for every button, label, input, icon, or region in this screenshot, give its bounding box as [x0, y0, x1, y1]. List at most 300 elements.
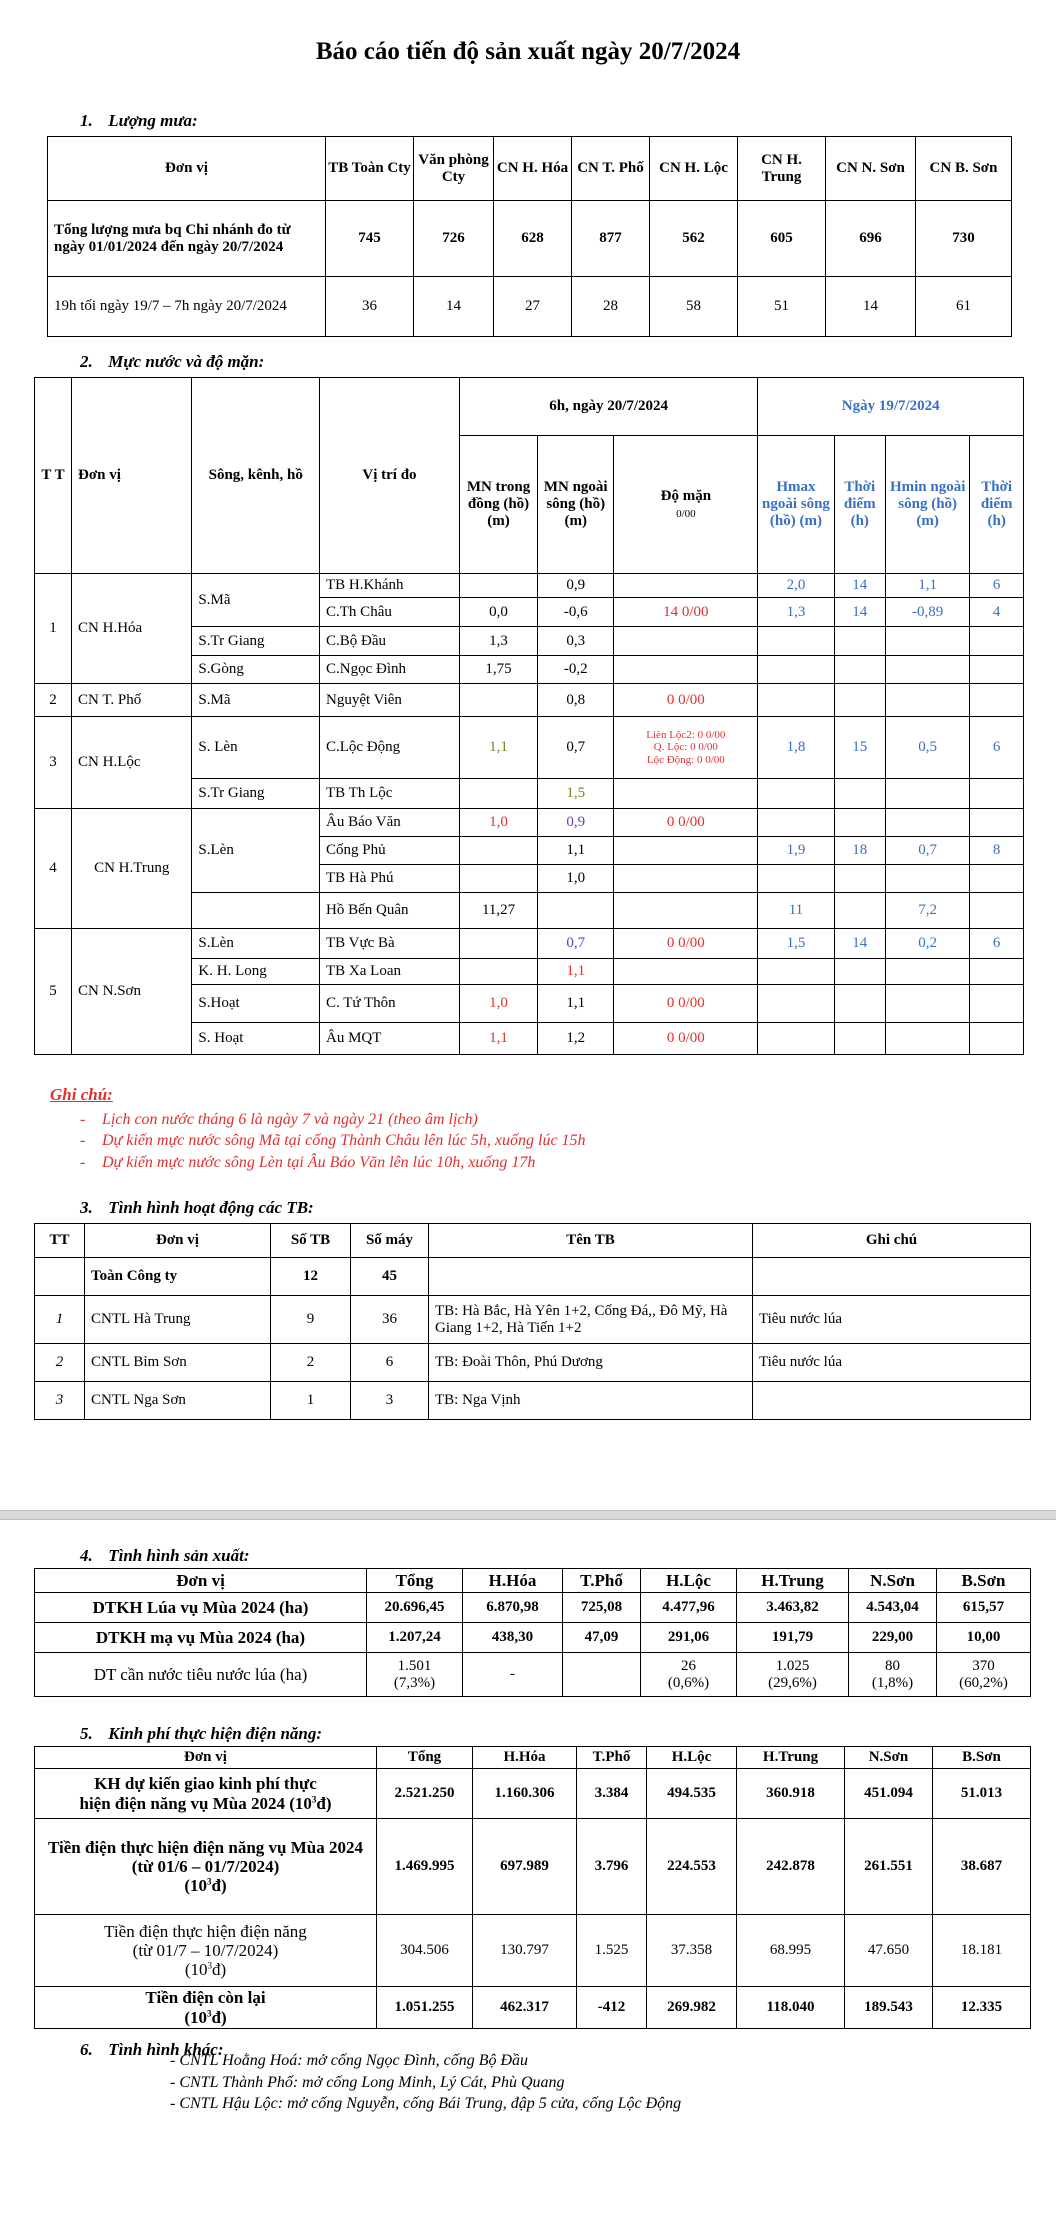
cell: 14 0/00 — [614, 598, 758, 627]
cell: 877 — [572, 201, 650, 277]
cell — [459, 837, 537, 865]
header-cell: Độ mặn 0/00 — [614, 436, 758, 574]
cell: 1,1 — [538, 985, 614, 1023]
cell: 1,2 — [538, 1023, 614, 1055]
cell — [834, 1023, 885, 1055]
cell: 4 — [970, 598, 1024, 627]
cell — [970, 985, 1024, 1023]
section-1-heading: 1. Lượng mưa: — [80, 111, 198, 130]
cell — [834, 893, 885, 929]
cell — [758, 959, 834, 985]
cell — [459, 684, 537, 717]
list-item: - Dự kiến mực nước sông Mã tại cống Thành Châu lên lúc 5h, xuống lúc 15h — [80, 1130, 950, 1151]
cell: 1,5 — [538, 779, 614, 809]
cell: 438,30 — [463, 1623, 563, 1653]
cell: C. Tứ Thôn — [320, 985, 460, 1023]
cell — [834, 779, 885, 809]
cell: 1,8 — [758, 717, 834, 779]
cell: 4 — [35, 809, 72, 929]
cell: 4.543,04 — [849, 1593, 937, 1623]
cell: 1,1 — [538, 959, 614, 985]
header-cell: H.Lộc — [641, 1569, 737, 1593]
cell: Toàn Công ty — [85, 1258, 271, 1296]
header-cell: CN N. Sơn — [826, 137, 916, 201]
cell: -0,6 — [538, 598, 614, 627]
cell: 229,00 — [849, 1623, 937, 1653]
cell: 1 — [35, 574, 72, 684]
cell — [834, 684, 885, 717]
cell: 36 — [326, 277, 414, 337]
cell: 1,0 — [459, 809, 537, 837]
cell: 5 — [35, 929, 72, 1055]
cell: 12 — [271, 1258, 351, 1296]
cell — [614, 656, 758, 684]
header-cell: CN B. Sơn — [916, 137, 1012, 201]
header-cell: Tên TB — [429, 1224, 753, 1258]
table-header-row — [35, 1569, 1031, 1593]
table-header-row — [35, 1224, 1031, 1258]
header-cell: Tổng — [367, 1569, 463, 1593]
header-cell: N.Sơn — [849, 1569, 937, 1593]
cell — [970, 684, 1024, 717]
table-row — [35, 1769, 1031, 1819]
cell — [885, 1023, 969, 1055]
cell — [885, 656, 969, 684]
cell: 1,5 — [758, 929, 834, 959]
row-label: KH dự kiến giao kinh phí thực hiện điện năng vụ Mùa 2024 $(10^3đ)$ — [35, 1769, 377, 1819]
header-cell: N.Sơn — [845, 1747, 933, 1769]
cell: C.Bộ Đầu — [320, 627, 460, 656]
cell: 0,9 — [538, 574, 614, 598]
cell — [758, 684, 834, 717]
cell: 130.797 — [473, 1915, 577, 1987]
header-cell: Văn phòng Cty — [414, 137, 494, 201]
report-title: Báo cáo tiến độ sản xuất ngày 20/7/2024 — [315, 38, 741, 65]
cell: 12.335 — [933, 1987, 1031, 2029]
cell: 696 — [826, 201, 916, 277]
cell: 37.358 — [647, 1915, 737, 1987]
table-row — [35, 1296, 1031, 1344]
row-label: DTKH mạ vụ Mùa 2024 (ha) — [35, 1623, 367, 1653]
cell — [753, 1258, 1031, 1296]
cell — [614, 627, 758, 656]
cell: S. Lèn — [192, 717, 320, 779]
header-cell: Thời điểm (h) — [970, 436, 1024, 574]
header-cell: MN ngoài sông (hồ) (m) — [538, 436, 614, 574]
cell — [970, 1023, 1024, 1055]
cell: CN H.Hóa — [72, 574, 192, 684]
cell: S.Mã — [192, 684, 320, 717]
cell: S. Hoạt — [192, 1023, 320, 1055]
cell — [834, 959, 885, 985]
cell — [758, 779, 834, 809]
cell: 370 (60,2%) — [937, 1653, 1031, 1697]
cell — [885, 959, 969, 985]
header-cell: TT — [35, 1224, 85, 1258]
cell: 80 (1,8%) — [849, 1653, 937, 1697]
section-5-heading: 5. Kinh phí thực hiện điện năng: — [80, 1724, 323, 1743]
cell: 1,0 — [538, 865, 614, 893]
header-cell: Ngày 19/7/2024 — [758, 378, 1024, 436]
cell: 726 — [414, 201, 494, 277]
cell: 28 — [572, 277, 650, 337]
cell — [885, 809, 969, 837]
cell — [614, 837, 758, 865]
cell: 11 — [758, 893, 834, 929]
header-cell: CN T. Phố — [572, 137, 650, 201]
cell: 20.696,45 — [367, 1593, 463, 1623]
cell: 304.506 — [377, 1915, 473, 1987]
cell: - — [463, 1653, 563, 1697]
cell — [459, 929, 537, 959]
cell: 1,9 — [758, 837, 834, 865]
cell: 2 — [35, 1344, 85, 1382]
table-row — [35, 1623, 1031, 1653]
row-label: DT cần nước tiêu nước lúa (ha) — [35, 1653, 367, 1697]
cell — [970, 627, 1024, 656]
header-cell: MN trong đồng (hồ) (m) — [459, 436, 537, 574]
cell: TB Th Lộc — [320, 779, 460, 809]
cell — [35, 1258, 85, 1296]
production-table — [34, 1568, 1031, 1697]
cell: CN H.Lộc — [72, 717, 192, 809]
cell: TB H.Khánh — [320, 574, 460, 598]
table-row — [48, 277, 1012, 337]
table-row — [35, 1819, 1031, 1915]
cell: TB Hà Phú — [320, 865, 460, 893]
header-cell: Hmin ngoài sông (hồ) (m) — [885, 436, 969, 574]
cell: 3 — [351, 1382, 429, 1420]
water-level-table — [34, 377, 1024, 1055]
table-row — [35, 1258, 1031, 1296]
cell: S.Tr Giang — [192, 627, 320, 656]
cell: 1.207,24 — [367, 1623, 463, 1653]
header-cell: H.Lộc — [647, 1747, 737, 1769]
cell — [459, 865, 537, 893]
header-cell: CN H. Trung — [738, 137, 826, 201]
cell: 730 — [916, 201, 1012, 277]
cell — [885, 865, 969, 893]
cell: 1.160.306 — [473, 1769, 577, 1819]
cell — [753, 1382, 1031, 1420]
cell: 1.469.995 — [377, 1819, 473, 1915]
cell — [834, 627, 885, 656]
header-cell: Số TB — [271, 1224, 351, 1258]
cell: 1,75 — [459, 656, 537, 684]
cell: 0,2 — [885, 929, 969, 959]
table-row — [35, 1987, 1031, 2029]
header-cell: B.Sơn — [937, 1569, 1031, 1593]
cell: 0,9 — [538, 809, 614, 837]
cell: 14 — [834, 574, 885, 598]
table-row — [35, 1593, 1031, 1623]
cell: 51 — [738, 277, 826, 337]
cell — [614, 779, 758, 809]
cell: 269.982 — [647, 1987, 737, 2029]
other-situations-list — [170, 2050, 681, 2115]
cell: 4.477,96 — [641, 1593, 737, 1623]
cell: 191,79 — [737, 1623, 849, 1653]
header-cell: Hmax ngoài sông (hồ) (m) — [758, 436, 834, 574]
cell: 605 — [738, 201, 826, 277]
cell — [970, 865, 1024, 893]
cell: 3.796 — [577, 1819, 647, 1915]
cell — [970, 656, 1024, 684]
header-cell: H.Trung — [737, 1569, 849, 1593]
cell: Cống Phủ — [320, 837, 460, 865]
report-page-2 — [0, 1520, 1056, 2220]
cell: Âu Báo Văn — [320, 809, 460, 837]
cell — [970, 893, 1024, 929]
cell: CNTL Bỉm Sơn — [85, 1344, 271, 1382]
cell: 45 — [351, 1258, 429, 1296]
cell: 0,5 — [885, 717, 969, 779]
cell: CNTL Nga Sơn — [85, 1382, 271, 1420]
row-label: DTKH Lúa vụ Mùa 2024 (ha) — [35, 1593, 367, 1623]
cell: 0,7 — [885, 837, 969, 865]
cell: S.Lèn — [192, 929, 320, 959]
cell: 1,0 — [459, 985, 537, 1023]
cell: 628 — [494, 201, 572, 277]
cell: 0 0/00 — [614, 985, 758, 1023]
header-cell: Số máy — [351, 1224, 429, 1258]
cell: 0 0/00 — [614, 809, 758, 837]
cell: 1 — [35, 1296, 85, 1344]
cell — [758, 1023, 834, 1055]
cell: 3.463,82 — [737, 1593, 849, 1623]
cell: 1,1 — [459, 1023, 537, 1055]
header-cell: Vị trí đo — [320, 378, 460, 574]
cell: 360.918 — [737, 1769, 845, 1819]
cell: 6 — [970, 929, 1024, 959]
notes-heading: Ghi chú: — [50, 1085, 113, 1104]
cell: 61 — [916, 277, 1012, 337]
cell: 0 0/00 — [614, 929, 758, 959]
cell — [538, 893, 614, 929]
row-label: Tổng lượng mưa bq Chi nhánh đo từ ngày 01/01/2024 đến ngày 20/7/2024 — [48, 201, 326, 277]
header-cell: Đơn vị — [85, 1224, 271, 1258]
cell — [614, 865, 758, 893]
cell: S.Gòng — [192, 656, 320, 684]
cell: 51.013 — [933, 1769, 1031, 1819]
cell: 27 — [494, 277, 572, 337]
cell: 2 — [271, 1344, 351, 1382]
header-cell: T.Phố — [563, 1569, 641, 1593]
cell — [970, 959, 1024, 985]
cell: 1.525 — [577, 1915, 647, 1987]
cell: 7,2 — [885, 893, 969, 929]
header-cell: H.Hóa — [473, 1747, 577, 1769]
cell: 1,3 — [459, 627, 537, 656]
header-cell: T T — [35, 378, 72, 574]
list-item: - Lịch con nước tháng 6 là ngày 7 và ngày 21 (theo âm lịch) — [80, 1109, 950, 1130]
header-cell: TB Toàn Cty — [326, 137, 414, 201]
cell: 291,06 — [641, 1623, 737, 1653]
table-row — [35, 1653, 1031, 1697]
cell: 0,7 — [538, 717, 614, 779]
table-row — [35, 1915, 1031, 1987]
cell: S.Lèn — [192, 809, 320, 893]
cell: 697.989 — [473, 1819, 577, 1915]
cell: Nguyệt Viên — [320, 684, 460, 717]
cell: 0,8 — [538, 684, 614, 717]
cell: K. H. Long — [192, 959, 320, 985]
cell: TB: Nga Vịnh — [429, 1382, 753, 1420]
header-cell: Đơn vị — [35, 1569, 367, 1593]
cell: 0 0/00 — [614, 1023, 758, 1055]
cell: 14 — [834, 598, 885, 627]
cell: 15 — [834, 717, 885, 779]
cell: C.Lộc Động — [320, 717, 460, 779]
cell — [885, 985, 969, 1023]
cell: 615,57 — [937, 1593, 1031, 1623]
cell: 462.317 — [473, 1987, 577, 2029]
cell: 10,00 — [937, 1623, 1031, 1653]
cell — [614, 574, 758, 598]
cell: 14 — [826, 277, 916, 337]
table-header-row — [35, 1747, 1031, 1769]
cell — [429, 1258, 753, 1296]
cell: 745 — [326, 201, 414, 277]
cell: 224.553 — [647, 1819, 737, 1915]
cell: 1,1 — [538, 837, 614, 865]
cell: Tiêu nước lúa — [753, 1296, 1031, 1344]
header-cell: Tổng — [377, 1747, 473, 1769]
cell: 11,27 — [459, 893, 537, 929]
header-cell: Đơn vị — [48, 137, 326, 201]
cell: 0,3 — [538, 627, 614, 656]
page-separator — [0, 1510, 1056, 1520]
cell: 47.650 — [845, 1915, 933, 1987]
cell: 725,08 — [563, 1593, 641, 1623]
cell — [885, 779, 969, 809]
cell: 6.870,98 — [463, 1593, 563, 1623]
cell: 0,0 — [459, 598, 537, 627]
cell: 494.535 — [647, 1769, 737, 1819]
cell — [834, 809, 885, 837]
cell — [614, 893, 758, 929]
cell: 36 — [351, 1296, 429, 1344]
cell — [758, 865, 834, 893]
section-4-heading: 4. Tình hình sản xuất: — [80, 1546, 250, 1565]
cell: 58 — [650, 277, 738, 337]
cell: 14 — [414, 277, 494, 337]
cell: S.Hoạt — [192, 985, 320, 1023]
row-label: Tiền điện thực hiện điện năng vụ Mùa 2024 (từ 01/6 – 01/7/2024) $(10^3đ)$ — [35, 1819, 377, 1915]
section-6-heading: 6. Tình hình khác: — [80, 2040, 224, 2059]
cell: 1,1 — [885, 574, 969, 598]
cell — [758, 627, 834, 656]
table-row — [35, 929, 1024, 959]
row-label: Tiền điện thực hiện điện năng (từ 01/7 – 10/7/2024) $(10^3đ)$ — [35, 1915, 377, 1987]
cell: 6 — [970, 574, 1024, 598]
cell: CN H.Trung — [72, 809, 192, 929]
cell — [885, 684, 969, 717]
cell: 1.025 (29,6%) — [737, 1653, 849, 1697]
row-label: Tiền điện còn lại $(10^3đ)$ — [35, 1987, 377, 2029]
cell: 68.995 — [737, 1915, 845, 1987]
cell: CNTL Hà Trung — [85, 1296, 271, 1344]
list-item: - CNTL Hoằng Hoá: mở cống Ngọc Đình, cống Bộ Đầu — [170, 2052, 529, 2069]
cell: 18.181 — [933, 1915, 1031, 1987]
cell: 3 — [35, 717, 72, 809]
cell — [192, 893, 320, 929]
list-item: - CNTL Thành Phố: mở cống Long Minh, Lý Cát, Phù Quang — [170, 2073, 565, 2091]
row-label: 19h tối ngày 19/7 – 7h ngày 20/7/2024 — [48, 277, 326, 337]
cell: 38.687 — [933, 1819, 1031, 1915]
header-cell: CN H. Lộc — [650, 137, 738, 201]
cell: 2,0 — [758, 574, 834, 598]
cell: 47,09 — [563, 1623, 641, 1653]
cell — [834, 985, 885, 1023]
cell: 1 — [271, 1382, 351, 1420]
pump-station-table — [34, 1223, 1031, 1420]
cell: -412 — [577, 1987, 647, 2029]
cell: TB: Hà Bắc, Hà Yên 1+2, Cống Đá,, Đô Mỹ, Hà Giang 1+2, Hà Tiến 1+2 — [429, 1296, 753, 1344]
cell: 8 — [970, 837, 1024, 865]
table-row — [35, 717, 1024, 779]
header-cell: Thời điểm (h) — [834, 436, 885, 574]
cell: Tiêu nước lúa — [753, 1344, 1031, 1382]
cell: 6 — [970, 717, 1024, 779]
cell: 9 — [271, 1296, 351, 1344]
cell — [970, 809, 1024, 837]
cell — [885, 627, 969, 656]
table-row — [35, 684, 1024, 717]
cell: 18 — [834, 837, 885, 865]
header-cell: 6h, ngày 20/7/2024 — [459, 378, 757, 436]
cell: -0,2 — [538, 656, 614, 684]
cell — [834, 865, 885, 893]
cell — [970, 779, 1024, 809]
cell: TB: Đoài Thôn, Phú Dương — [429, 1344, 753, 1382]
cell: 26 (0,6%) — [641, 1653, 737, 1697]
cell: S.Mã — [192, 574, 320, 627]
header-cell: Đơn vị — [72, 378, 192, 574]
section-3-heading: 3. Tình hình hoạt động các TB: — [80, 1198, 314, 1217]
cell: 189.543 — [845, 1987, 933, 2029]
header-cell: B.Sơn — [933, 1747, 1031, 1769]
cell: CN T. Phố — [72, 684, 192, 717]
cell: 261.551 — [845, 1819, 933, 1915]
cell: TB Xa Loan — [320, 959, 460, 985]
cell: 451.094 — [845, 1769, 933, 1819]
list-item: - Dự kiến mực nước sông Lèn tại Âu Báo Văn lên lúc 10h, xuống 17h — [80, 1152, 950, 1173]
table-header-row — [35, 378, 1024, 436]
cell — [459, 959, 537, 985]
cell: 1,1 — [459, 717, 537, 779]
cell: CN N.Sơn — [72, 929, 192, 1055]
cell — [459, 574, 537, 598]
cell: 3.384 — [577, 1769, 647, 1819]
header-cell: T.Phố — [577, 1747, 647, 1769]
cell: 1.051.255 — [377, 1987, 473, 2029]
cell: 14 — [834, 929, 885, 959]
cell: C.Th Châu — [320, 598, 460, 627]
table-row — [35, 1344, 1031, 1382]
cell: 242.878 — [737, 1819, 845, 1915]
rainfall-header-row — [48, 137, 1012, 201]
cell: 2 — [35, 684, 72, 717]
cell: TB Vực Bà — [320, 929, 460, 959]
list-item: - CNTL Hậu Lộc: mở cống Nguyễn, cống Bái Trung, đập 5 cửa, cống Lộc Động — [170, 2095, 682, 2113]
table-row — [48, 201, 1012, 277]
cell: Hồ Bến Quân — [320, 893, 460, 929]
header-cell: CN H. Hóa — [494, 137, 572, 201]
cell: Âu MQT — [320, 1023, 460, 1055]
cell: 562 — [650, 201, 738, 277]
cell: 1,3 — [758, 598, 834, 627]
